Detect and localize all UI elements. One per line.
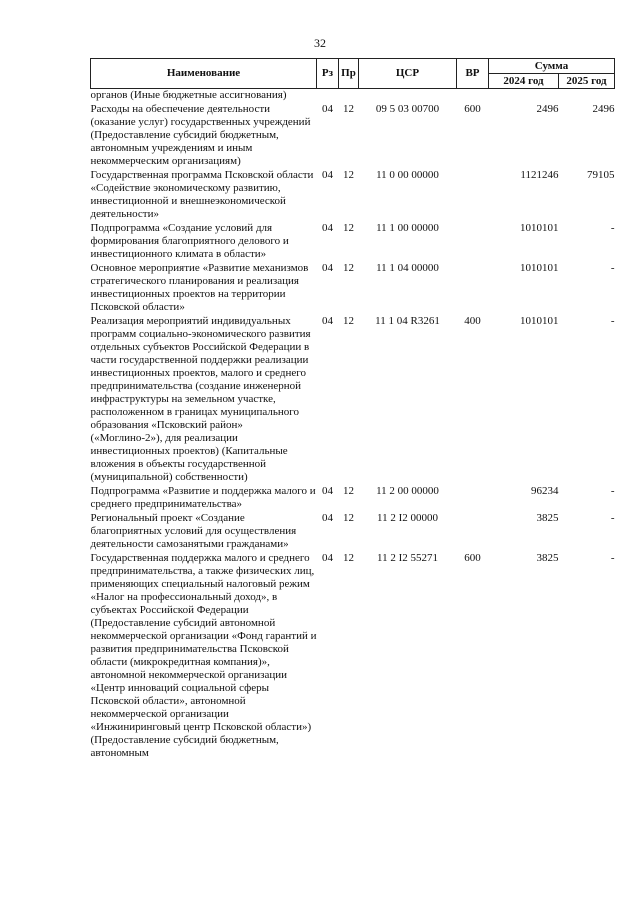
row-rz: 04 xyxy=(322,262,333,274)
row-pr: 12 xyxy=(343,315,354,327)
table-row xyxy=(91,552,615,761)
row-sum-2024: 1010101 xyxy=(520,222,559,234)
row-name: Региональный проект «Создание благоприятных условий для осуществления деятельности самозанятыми гражданами» xyxy=(90,512,297,550)
row-rz: 04 xyxy=(322,485,333,497)
col-header-pr: Пр xyxy=(339,59,359,89)
row-vr xyxy=(457,169,489,222)
row-rz: 04 xyxy=(322,222,333,234)
row-name: Основное мероприятие «Развитие механизмов стратегического планирования и реализация инвестиционных проектов на территории Псковской области» xyxy=(90,262,309,313)
row-vr xyxy=(457,89,489,104)
table-row xyxy=(91,89,615,104)
row-pr: 12 xyxy=(343,169,354,181)
table-row xyxy=(91,262,615,315)
row-pr: 12 xyxy=(343,512,354,524)
row-csr: 11 2 00 00000 xyxy=(376,485,439,497)
col-header-csr: ЦСР xyxy=(359,59,457,89)
table-row xyxy=(91,485,615,512)
row-vr: 600 xyxy=(464,552,481,564)
row-pr: 12 xyxy=(343,552,354,564)
row-sum-2025: - xyxy=(610,512,615,524)
row-vr xyxy=(457,222,489,262)
row-csr: 09 5 03 00700 xyxy=(375,103,440,115)
row-csr: 11 1 00 00000 xyxy=(376,222,439,234)
row-csr xyxy=(359,89,457,104)
row-sum-2024: 1010101 xyxy=(520,315,559,327)
row-rz: 04 xyxy=(322,552,333,564)
row-csr: 11 1 04 00000 xyxy=(376,262,439,274)
col-header-vr: ВР xyxy=(457,59,489,89)
row-pr: 12 xyxy=(343,262,354,274)
row-csr: 11 2 I2 55271 xyxy=(376,552,438,564)
row-rz: 04 xyxy=(322,512,333,524)
row-pr: 12 xyxy=(343,103,354,115)
row-rz xyxy=(317,89,339,104)
row-pr xyxy=(339,89,359,104)
row-sum-2025 xyxy=(559,89,615,104)
row-sum-2025: - xyxy=(610,222,615,234)
row-name: Подпрограмма «Развитие и поддержка малого и среднего предпринимательства» xyxy=(90,485,316,510)
row-sum-2025: 2496 xyxy=(592,103,615,115)
row-csr: 11 1 04 R3261 xyxy=(375,315,440,327)
row-sum-2024 xyxy=(489,89,559,104)
col-header-rz: Рз xyxy=(317,59,339,89)
row-name: органов (Иные бюджетные ассигнования) xyxy=(90,89,287,101)
budget-table xyxy=(90,58,615,761)
row-vr xyxy=(457,262,489,315)
row-rz: 04 xyxy=(322,315,333,327)
row-name: Государственная поддержка малого и среднего предпринимательства, а также физических лиц, применяющих специальный налоговый режим «Налог на профессиональный доход», в субъектах Российской Федерации (Предоставление субсидий автономной некоммерческой организации «Фонд гарантий и развития предпринимательства Псковской области (микрокредитная компания)», автономной некоммерческой организации «Центр инноваций социальной сферы Псковской области», автономной некоммерческой организации «Инжиниринговый центр Псковской области») (Предоставление субсидий бюджетным, автономным xyxy=(90,552,317,759)
table-row xyxy=(91,222,615,262)
row-sum-2024: 2496 xyxy=(536,103,559,115)
row-vr: 400 xyxy=(464,315,481,327)
row-vr xyxy=(457,512,489,552)
row-csr: 11 2 I2 00000 xyxy=(376,512,438,524)
row-sum-2025: - xyxy=(610,315,615,327)
row-sum-2025: - xyxy=(610,262,615,274)
table-row xyxy=(91,315,615,485)
row-rz: 04 xyxy=(322,169,333,181)
row-rz: 04 xyxy=(322,103,333,115)
page-number: 32 xyxy=(314,36,326,50)
row-sum-2024: 1121246 xyxy=(520,169,559,181)
row-csr: 11 0 00 00000 xyxy=(376,169,439,181)
col-header-year-2024: 2024 год xyxy=(489,74,559,89)
table-row xyxy=(91,512,615,552)
col-header-name: Наименование xyxy=(91,59,317,89)
row-vr: 600 xyxy=(464,103,481,115)
row-pr: 12 xyxy=(343,222,354,234)
row-sum-2024: 96234 xyxy=(531,485,559,497)
row-name: Государственная программа Псковской области «Содействие экономическому развитию, инвестиционной и внешнеэкономической деятельности» xyxy=(90,169,314,220)
row-sum-2025: - xyxy=(610,552,615,564)
row-vr xyxy=(457,485,489,512)
row-name: Подпрограмма «Создание условий для формирования благоприятного делового и инвестиционного климата в области» xyxy=(90,222,289,260)
row-name: Реализация мероприятий индивидуальных программ социально-экономического развития отдельных субъектов Российской Федерации в части государственной поддержки реализации инвестиционных проектов, малого и среднего предпринимательства (создание инженерной инфраструктуры на земельном участке, расположенном в границах муниципального образования «Псковский район» («Моглино-2»), для реализации инвестиционных проектов) (Капитальные вложения в объекты государственной (муниципальной) собственности) xyxy=(90,315,311,483)
row-sum-2024: 3825 xyxy=(536,512,559,524)
row-name: Расходы на обеспечение деятельности (оказание услуг) государственных учреждений (Предоставление субсидий бюджетным, автономным учреждениям и иным некоммерческим организациям) xyxy=(90,103,311,167)
col-header-year-2025: 2025 год xyxy=(559,74,615,89)
table-row xyxy=(91,103,615,169)
row-sum-2024: 1010101 xyxy=(520,262,559,274)
row-pr: 12 xyxy=(343,485,354,497)
col-header-sum: Сумма xyxy=(489,59,615,74)
row-sum-2025: - xyxy=(610,485,615,497)
table-row xyxy=(91,169,615,222)
row-sum-2025: 79105 xyxy=(587,169,615,181)
row-sum-2024: 3825 xyxy=(536,552,559,564)
